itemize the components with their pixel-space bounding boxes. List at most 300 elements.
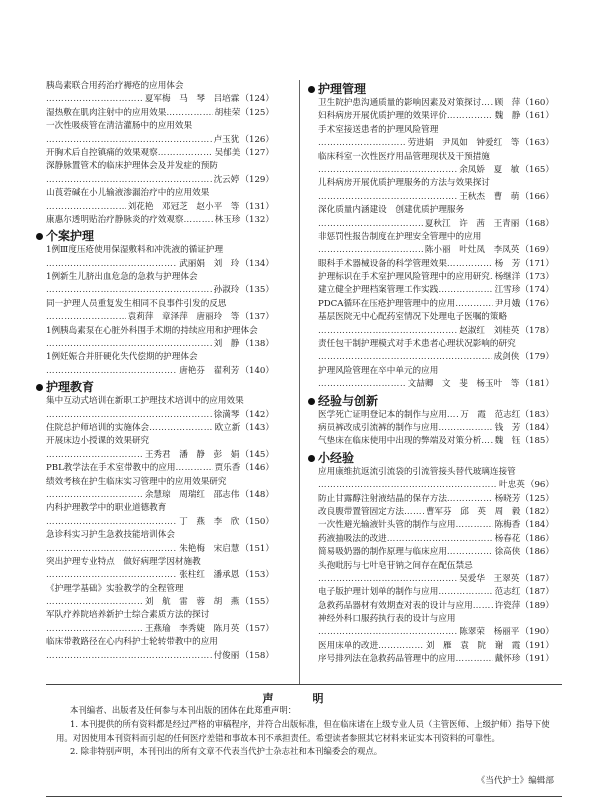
entry-author: 贾乐香	[214, 463, 241, 474]
leader-dots	[46, 201, 126, 214]
entry-author: 吴郁美	[214, 147, 241, 158]
entry-title: 同一护理人员重复发生相同不良事件引发的反思	[46, 298, 227, 309]
entry-title: 《护理学基础》实验教学的全程管理	[46, 583, 184, 594]
entry-author: 陈翠荣 杨丽平	[459, 627, 520, 638]
entry-author: 顾 萍	[494, 98, 521, 108]
page-number: 190	[528, 627, 546, 638]
entry-title: 开胸术后自控镇痛的效果观察	[46, 147, 158, 158]
section-title-text: 经验与创新	[318, 393, 379, 408]
leader-dots	[404, 506, 424, 519]
entry-author: 孙淑玲	[213, 285, 240, 296]
leader-dots	[387, 533, 493, 546]
entry-title: 电子版护理计划单的制作与应用	[318, 587, 439, 598]
entry-author-line	[46, 311, 274, 324]
entry-title: 1例Ⅲ度压疮使用保湿敷料和冲洗液的循证护理	[46, 245, 224, 256]
page-number: 186	[528, 533, 546, 544]
page-number: 176	[528, 298, 546, 309]
leader-dots	[158, 147, 213, 160]
toc-entry	[318, 124, 554, 151]
leader-dots	[318, 573, 457, 586]
page-number: 169	[528, 245, 546, 256]
entry-author: 成剑侠	[493, 352, 520, 363]
page-number: 157	[248, 623, 266, 634]
entry-author: 江雪珍	[494, 285, 521, 296]
entry-title: 康惠尔透明贴治疗静脉炎的疗效观察	[46, 214, 184, 225]
page-number: 191	[528, 640, 546, 651]
toc-entry	[318, 640, 554, 653]
entry-title: 胰岛素联合用药治疗褥疮的应用体会	[46, 81, 184, 91]
leader-dots	[438, 284, 492, 297]
leader-dots	[438, 586, 492, 599]
entry-title: 开展床边小授课的效果研究	[46, 436, 150, 447]
entry-page: （131）	[240, 201, 274, 212]
entry-page: （178）	[520, 325, 554, 336]
toc-entry	[318, 600, 554, 613]
left-column	[46, 80, 274, 663]
page-number: 179	[528, 352, 546, 363]
bullet-icon	[308, 86, 315, 93]
page-number: 96	[534, 480, 546, 491]
toc-entry	[46, 462, 274, 475]
entry-title: 深化质量内涵建设 创建优质护理服务	[318, 205, 465, 216]
entry-title: 临床科室一次性医疗用品管理现状及干预措施	[318, 151, 490, 162]
page-number: 124	[248, 94, 266, 105]
entry-page: （160）	[520, 98, 554, 108]
entry-page: （173）	[520, 272, 554, 283]
entry-title: 1例妊娠合并肝硬化失代偿期的护理体会	[46, 352, 198, 363]
entry-author-line	[46, 650, 274, 663]
leader-dots	[46, 338, 212, 351]
toc-entry	[318, 586, 554, 599]
toc-entry	[318, 506, 554, 519]
toc-entry	[318, 258, 554, 271]
leader-dots	[481, 97, 492, 110]
toc-entry	[46, 298, 274, 325]
entry-author: 武丽娟 刘 玲	[179, 258, 240, 269]
toc-entry	[318, 519, 554, 532]
entry-page: （134）	[240, 258, 274, 269]
entry-author: 胡桂荣	[214, 107, 241, 118]
entry-page: （129）	[240, 174, 274, 185]
leader-dots	[46, 650, 212, 663]
toc-entry	[318, 560, 554, 587]
entry-title: 一次性吸痰管在清洁灌肠中的应用效果	[46, 121, 193, 132]
entry-title: 山莨菪碱在小儿输液渗漏治疗中的应用效果	[46, 188, 210, 199]
entry-title: 气垫床在临床使用中出现的弊端及对策分析	[318, 436, 482, 447]
toc-entry	[318, 365, 554, 392]
toc-entry	[46, 636, 274, 663]
page-number: 158	[248, 650, 266, 661]
toc-entry	[318, 409, 554, 422]
section-heading	[308, 394, 554, 409]
leader-dots	[318, 325, 457, 338]
toc-entry	[318, 422, 554, 435]
entry-author-line	[46, 284, 274, 297]
toc-entry	[46, 325, 274, 352]
entry-page: （168）	[520, 218, 554, 229]
page-number: 134	[248, 258, 266, 269]
column-divider	[299, 80, 300, 685]
leader-dots	[318, 351, 492, 364]
entry-author-line	[46, 596, 274, 609]
entry-page: （145）	[240, 449, 274, 460]
page-number: 153	[248, 570, 266, 581]
page-number: 132	[248, 214, 266, 225]
page-number: 129	[248, 174, 266, 185]
declaration-bottom-rule	[46, 796, 562, 797]
page-number: 145	[248, 449, 266, 460]
entry-title: 集中互动式培训在新职工护理技术培训中的应用效果	[46, 396, 244, 407]
leader-dots	[447, 409, 458, 422]
entry-page: （150）	[240, 516, 274, 527]
leader-dots	[184, 214, 213, 227]
entry-page: （157）	[240, 623, 274, 634]
entry-page: （148）	[240, 489, 274, 500]
entry-author: 卢玉犹	[213, 134, 240, 145]
declaration-body	[56, 704, 558, 759]
entry-author: 范志红	[494, 587, 521, 598]
page-number: 148	[248, 489, 266, 500]
entry-title: 药液抽吸法的改进	[318, 533, 387, 544]
page-number: 138	[248, 339, 266, 350]
page-number: 150	[248, 516, 266, 527]
entry-author-line	[46, 338, 274, 351]
entry-page: （138）	[240, 339, 274, 350]
toc-entry	[46, 120, 274, 147]
toc-entry	[318, 533, 554, 546]
entry-page: （184）	[520, 520, 554, 531]
page-number: 187	[528, 587, 546, 598]
entry-author-line	[318, 378, 554, 391]
entry-title: 卫生院护患沟通质量的影响因素及对策探讨	[318, 98, 482, 108]
toc-entry	[46, 271, 274, 298]
entry-author-line	[46, 569, 274, 582]
entry-author: 袁莉萍 章泽萍 唐丽玲 等	[127, 312, 240, 323]
toc-entry	[318, 177, 554, 204]
entry-author: 欧立新	[214, 422, 241, 433]
entry-author-line	[46, 516, 274, 529]
leader-dots	[318, 218, 423, 231]
toc-entry	[46, 435, 274, 462]
section-title-text: 个案护理	[46, 229, 95, 244]
page-number: 140	[248, 365, 266, 376]
entry-title: 1例胰岛素泵在心脏外科围手术期的持续应用和护理体会	[46, 325, 258, 336]
entry-author: 陈梅香	[494, 520, 521, 531]
toc-entry	[46, 609, 274, 636]
entry-author: 叶忠英	[499, 480, 525, 491]
entry-title: 建立健全护理档案管理工作实践	[318, 285, 439, 296]
leader-dots	[481, 435, 492, 448]
entry-title: 绩效考核在护生临床实习管理中的应用效果研究	[46, 476, 227, 487]
entry-author: 付俊丽	[213, 650, 240, 661]
entry-author-line	[318, 351, 554, 364]
entry-title: 责任包干制护理模式对手术患者心理状况影响的研究	[318, 339, 516, 350]
entry-author-line	[46, 93, 274, 106]
entry-author: 刘 雁 袁 院 谢 霞	[425, 640, 521, 651]
bullet-icon	[36, 233, 43, 240]
entry-page: （135）	[240, 285, 274, 296]
page-number: 178	[528, 325, 546, 336]
leader-dots	[46, 174, 212, 187]
leader-dots	[318, 244, 423, 257]
page-number: 160	[528, 98, 546, 108]
declaration-paragraph: 本刊编者、出版者及任何参与本刊出版的团体在此郑重声明：	[70, 705, 297, 715]
entry-title: 病员裤改成引流裤的制作与应用	[318, 422, 439, 433]
toc-entry	[46, 187, 274, 214]
entry-author: 王秀君 潘 静 彭 娟	[144, 449, 240, 460]
entry-author-line	[46, 409, 274, 422]
entry-author: 朱艳梅 宋启慧	[179, 543, 240, 554]
entry-page: （146）	[240, 463, 274, 474]
leader-dots	[46, 284, 212, 297]
page-number: 135	[248, 285, 266, 296]
leader-dots	[149, 422, 212, 435]
page-number: 182	[528, 506, 546, 517]
entry-title: 护理风险管理在卒中单元的应用	[318, 365, 439, 376]
entry-author: 王燕瑜 李秀婕 陈月英	[144, 623, 240, 634]
declaration-title: 声 明	[262, 692, 338, 705]
section-title-text: 护理管理	[318, 82, 367, 96]
entry-author: 陈小丽 叶灶凤 李凤英	[424, 245, 520, 256]
entry-title: 内科护理教学中的职业道德教育	[46, 503, 167, 514]
toc-entry	[46, 529, 274, 556]
entry-author-line	[318, 479, 554, 492]
toc-entry	[46, 422, 274, 435]
entry-author: 余慧琼 周瑞红 邵志伟	[144, 489, 240, 500]
entry-page: （142）	[240, 409, 274, 420]
entry-author: 杨 芳	[494, 258, 521, 269]
entry-page: （187）	[520, 573, 554, 584]
leader-dots	[473, 600, 493, 613]
entry-author: 赵淑红 刘桂英	[459, 325, 520, 336]
entry-page: （155）	[240, 597, 274, 608]
entry-title: 应用康维抗返流引流袋的引流管接头替代玻璃连接管	[318, 466, 516, 477]
entry-title: 急救药品器材有效期查对表的设计与应用	[318, 600, 473, 611]
leader-dots	[318, 626, 457, 639]
page-number: 165	[528, 164, 546, 175]
entry-author: 刘 静	[213, 339, 240, 350]
page-number: 137	[248, 312, 266, 323]
leader-dots	[46, 623, 143, 636]
leader-dots	[447, 493, 493, 506]
entry-page: （186）	[520, 547, 554, 558]
declaration-top-rule	[46, 684, 562, 685]
entry-author: 文喆卿 文 斐 杨玉叶 等	[407, 379, 520, 390]
entry-title: 医用床单的改进	[318, 640, 379, 651]
entry-page: （185）	[520, 436, 554, 447]
entry-page: （189）	[520, 600, 554, 611]
toc-entry	[318, 493, 554, 506]
page-number: 184	[528, 520, 546, 531]
entry-title: PDCA循环在压疮护理管理中的应用	[318, 298, 456, 309]
entry-author-line	[318, 325, 554, 338]
page-number: 163	[528, 138, 546, 149]
entry-page: （151）	[240, 543, 274, 554]
page-number: 146	[248, 463, 266, 474]
leader-dots	[46, 596, 143, 609]
entry-author: 许瓷萍	[494, 600, 521, 611]
entry-author-line	[46, 543, 274, 556]
entry-page: （191）	[520, 640, 554, 651]
section-heading	[308, 451, 554, 466]
entry-author: 夏军梅 马 琴 吕培霖	[144, 94, 240, 105]
leader-dots	[166, 107, 212, 120]
toc-entry	[318, 204, 554, 231]
toc-entry	[46, 107, 274, 120]
leader-dots	[318, 479, 497, 492]
entry-page: （184）	[520, 422, 554, 433]
leader-dots	[456, 653, 493, 666]
entry-author: 曹军芬 邱 英 周 毅	[425, 506, 521, 517]
leader-dots	[46, 409, 212, 422]
toc-entry	[46, 351, 274, 378]
leader-dots	[447, 258, 493, 271]
bullet-icon	[308, 398, 315, 405]
entry-title: 简易吸奶器的制作原理与临床应用	[318, 547, 447, 558]
page-number: 168	[528, 218, 546, 229]
page-number: 171	[528, 258, 546, 269]
entry-page: （191）	[520, 654, 554, 665]
leader-dots	[46, 489, 143, 502]
toc-entry	[46, 214, 274, 227]
entry-author-line	[46, 365, 274, 378]
bullet-icon	[36, 384, 43, 391]
entry-author: 戴怀珍	[494, 654, 521, 665]
declaration-paragraph: 1. 本刊提供的所有资料都是经过严格的审稿程序，并符合出版标准，但在临床诸在上级专业人员（主管医师、上级护师）指导下使用。对因使用本刊资料而引起的任何医疗差错和事故本刊不承担责任。希望读者参照其它材料来证实本刊资料的可靠性。	[56, 718, 550, 743]
entry-page: （153）	[240, 570, 274, 581]
entry-title: 神经外科口服药执行表的设计与应用	[318, 614, 456, 625]
toc-entry	[46, 147, 274, 160]
entry-title: 医学死亡证明登记本的制作与应用	[318, 409, 447, 420]
toc-entry	[46, 395, 274, 422]
leader-dots	[455, 298, 492, 311]
right-column	[318, 80, 554, 667]
entry-author: 张柱红 潘承恩	[179, 570, 240, 581]
entry-page: （125）	[240, 107, 274, 118]
entry-author: 杨春花	[494, 533, 521, 544]
entry-author: 徐高侠	[494, 547, 521, 558]
entry-author: 杨晓芳	[494, 493, 521, 504]
toc-entry	[318, 613, 554, 640]
leader-dots	[438, 422, 492, 435]
entry-author: 杨继洋	[494, 272, 521, 283]
toc-entry	[46, 160, 274, 187]
entry-page: （183）	[520, 409, 554, 420]
entry-page: （124）	[240, 94, 274, 105]
leader-dots	[46, 449, 143, 462]
entry-page: （158）	[240, 650, 274, 661]
page-number: 142	[248, 409, 266, 420]
entry-page: （143）	[240, 422, 274, 433]
entry-title: 非惩罚性报告制度在护理安全管理中的应用	[318, 231, 482, 242]
entry-author-line	[318, 626, 554, 639]
leader-dots	[46, 365, 177, 378]
entry-page: （126）	[240, 134, 274, 145]
entry-page: （125）	[520, 493, 554, 504]
entry-page: （190）	[520, 627, 554, 638]
entry-title: 1例新生儿脐出血危急的急救与护理体会	[46, 272, 198, 283]
leader-dots	[46, 311, 126, 324]
leader-dots	[447, 110, 493, 123]
entry-author: 钱 芳	[494, 422, 521, 433]
entry-title: 眼科手术器械设备的科学管理效果	[318, 258, 447, 269]
bullet-icon	[308, 455, 315, 462]
toc-entry	[318, 298, 554, 311]
declaration-paragraph: 2. 除非特别声明，本刊刊出的所有文章不代表当代护士杂志社和本刊编委会的观点。	[70, 746, 383, 757]
entry-page: （163）	[520, 138, 554, 149]
toc-entry	[318, 110, 554, 123]
entry-page: （176）	[520, 298, 554, 309]
entry-author-line	[46, 449, 274, 462]
entry-title: 妇科病房开展优质护理的效果评价	[318, 111, 447, 122]
page-number: 131	[248, 201, 266, 212]
toc-entry	[318, 151, 554, 178]
page-number: 155	[248, 597, 266, 608]
entry-page: （96）	[525, 480, 554, 491]
entry-author-line	[318, 218, 554, 231]
entry-author: 魏 静	[494, 111, 521, 122]
leader-dots	[46, 543, 177, 556]
entry-title: PBL教学法在手术室带教中的应用	[46, 463, 176, 474]
entry-author: 夏秋江 许 茜 王青丽	[424, 218, 520, 229]
leader-dots	[46, 134, 212, 147]
entry-author-line	[46, 258, 274, 271]
entry-author: 余凤娇 夏 敏	[459, 164, 520, 175]
section-title-text: 小经验	[318, 450, 355, 465]
entry-page: （169）	[520, 245, 554, 256]
entry-author-line	[318, 137, 554, 150]
entry-page: （182）	[520, 506, 554, 517]
entry-title: 儿科病房开展优质护理服务的方法与效果探讨	[318, 178, 490, 189]
toc-entry	[46, 244, 274, 271]
page-number: 185	[528, 436, 546, 447]
entry-author-line	[46, 174, 274, 187]
entry-author-line	[46, 489, 274, 502]
entry-page: （140）	[240, 365, 274, 376]
entry-title: 序号排列法在急救药品管理中的应用	[318, 654, 456, 665]
page-number: 161	[528, 111, 546, 122]
entry-author: 徐満琴	[213, 409, 240, 420]
leader-dots	[46, 569, 177, 582]
page-number: 187	[528, 573, 546, 584]
leader-dots	[46, 258, 177, 271]
toc-entry	[46, 583, 274, 610]
leader-dots	[378, 640, 424, 653]
entry-title: 临床带教路径在心内科护士轮转带教中的应用	[46, 637, 218, 648]
entry-author-line	[318, 191, 554, 204]
entry-author-line	[318, 573, 554, 586]
toc-entry	[318, 466, 554, 493]
entry-page: （166）	[520, 191, 554, 202]
entry-title: 深静脉置管术的临床护理体会及并发症的预防	[46, 161, 218, 172]
declaration-signature: 《当代护士》编辑部	[476, 776, 554, 786]
page-number: 166	[528, 191, 546, 202]
entry-author-line	[318, 244, 554, 257]
entry-title: 急诊科实习护生急救技能培训体会	[46, 530, 175, 541]
leader-dots	[318, 191, 457, 204]
entry-page: （137）	[240, 312, 274, 323]
toc-entry	[318, 271, 554, 284]
entry-author: 劳进娟 尹凤如 钟爱红 等	[407, 138, 520, 149]
entry-page: （186）	[520, 533, 554, 544]
entry-author: 丁 燕 李 欣	[179, 516, 240, 527]
leader-dots	[318, 137, 406, 150]
toc-entry	[46, 556, 274, 583]
entry-page: （127）	[240, 147, 274, 158]
page-number: 125	[528, 493, 546, 504]
leader-dots	[46, 93, 143, 106]
page-number: 183	[528, 409, 546, 420]
